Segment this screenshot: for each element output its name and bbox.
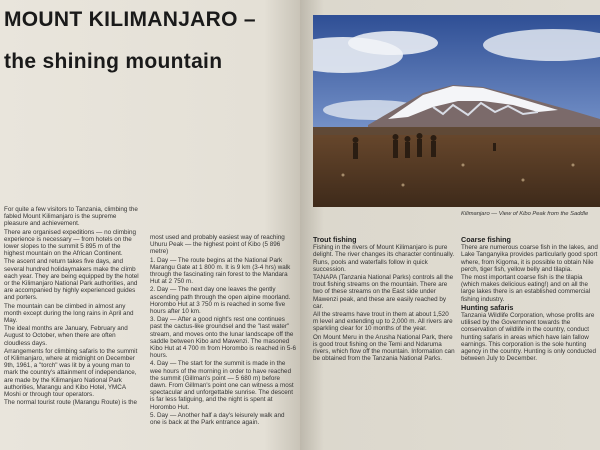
coarse-fishing-hunting-column	[461, 236, 600, 363]
page-title: MOUNT KILIMANJARO –	[4, 8, 256, 31]
paragraph: TANAPA (Tanzania National Parks) controls all the trout fishing streams on the mountain. There are two of these streams on the East side under Mawenzi peak, and these are easily reached by car.	[313, 274, 454, 310]
paragraph: Arrangements for climbing safaris to the summit of Kilimanjaro, where at midnight on December 9th, 1961, a "torch" was lit by a young man to mark the country's attainment of independance, are made by the Kilimanjaro National Park authorities, Marangu and Kibo Hotel, YMCA Moshi or through tour operators.	[4, 347, 138, 399]
paragraph: There are organised expeditions — no climbing experience is necessary — from hotels on the lower slopes to the summit 5 895 m of the highest mountain on the African Continent.	[4, 228, 136, 258]
page-subtitle: the shining mountain	[4, 50, 223, 73]
paragraph: On Mount Meru in the Arusha National Park, there is good trout fishing on the Temi and Ndaruma rivers, which flow off the mountain. Information can be obtained from the Tanzania National Parks.	[313, 333, 455, 363]
paragraph: 5. Day — Another half a day's leisurely walk and one is back at the Park entrance again.	[150, 411, 285, 427]
paragraph: Fishing in the rivers of Mount Kilimanjaro is pure delight. The river changes its character continually. Runs, pools and waterfalls follow in quick succession.	[313, 244, 455, 273]
paragraph: most used and probably easiest way of reaching Uhuru Peak — the highest point of Kibo (5 896 metre)	[150, 234, 285, 256]
paragraph: There are numerous coarse fish in the lakes, and Lake Tanganyika provides particularly good sport where, from Kigoma, it is possible to obtain Nile perch, tiger fish, yellow belly and tilapia.	[461, 244, 598, 273]
paragraph: The mountain can be climbed in almost any month except during the long rains in April and May.	[4, 302, 134, 325]
paragraph: For quite a few visitors to Tanzania, climbing the fabled Mount Kilimanjaro is the supreme pleasure and achievement.	[4, 206, 138, 228]
section-heading: Trout fishing	[313, 235, 357, 244]
paragraph: All the streams have trout in them at about 1,520 m level and extending up to 2,000 m. All rivers are sparkling clear for 10 months of the year.	[313, 311, 453, 333]
photo-caption: Kilimanjaro — View of Kibo Peak from the Saddle	[461, 211, 589, 217]
section-heading: Coarse fishing	[461, 235, 511, 244]
section-heading: Hunting safaris	[461, 302, 514, 312]
trout-fishing-column	[313, 236, 455, 363]
paragraph: The normal tourist route (Marangu Route) is the	[4, 399, 137, 407]
paragraph: The ideal months are January, February and August to October, when there are often cloudless days.	[4, 325, 128, 347]
route-days-column	[150, 234, 296, 427]
paragraph: 4. Day — The start for the summit is made in the wee hours of the morning in order to have reached the summit (Gillman's point — 5 680 m) before dawn. From Gillman's point one can witness a most spectacular and unforgettable sunrise. The descent is far less fatiguing, and the night is spent at Horombo Hut.	[150, 360, 294, 411]
paragraph: 1. Day — The route begins at the National Park Marangu Gate at 1 800 m. It is 9 km (3-4 hrs) walk through the fascinating rain forest to the Mandara Hut at 2 750 m.	[150, 256, 291, 286]
paragraph: The most important coarse fish is the tilapia (which makes delicious eating!) and on all the large lakes there is an established commercial fishing industry.	[461, 274, 591, 303]
climbing-intro-column	[4, 206, 142, 407]
paragraph: Tanzania Wildlife Corporation, whose profits are utilised by the Government towards the conservation of wildlife in the country, conduct hunting safaris in areas which have lain fallow earnings. This corporation is the sole hunting agency in the country. Hunting is only conducted between July to December.	[461, 312, 596, 363]
paragraph: 2. Day — The next day one leaves the gently ascending path through the open alpine moorland. Horombo Hut at 3 750 m is reached in some five hours after 10 km.	[150, 286, 291, 316]
paragraph: 3. Day — After a good night's rest one continues past the cactus-like groundsel and the "last water" stream, and moves onto the lunar landscape off the saddle between Kibo and Mawenzi. The masoned Kibo Hut at 4 700 m from Horombo is reached in 5-6 hours.	[150, 316, 296, 360]
kilimanjaro-photo	[313, 15, 600, 207]
paragraph: The ascent and return takes five days, and several hundred holidaymakers make the climb each year. They are being equipped by the hotel or the Kilimanjaro National Park authorities, and are accompanied by highly experienced guides and porters.	[4, 258, 139, 302]
